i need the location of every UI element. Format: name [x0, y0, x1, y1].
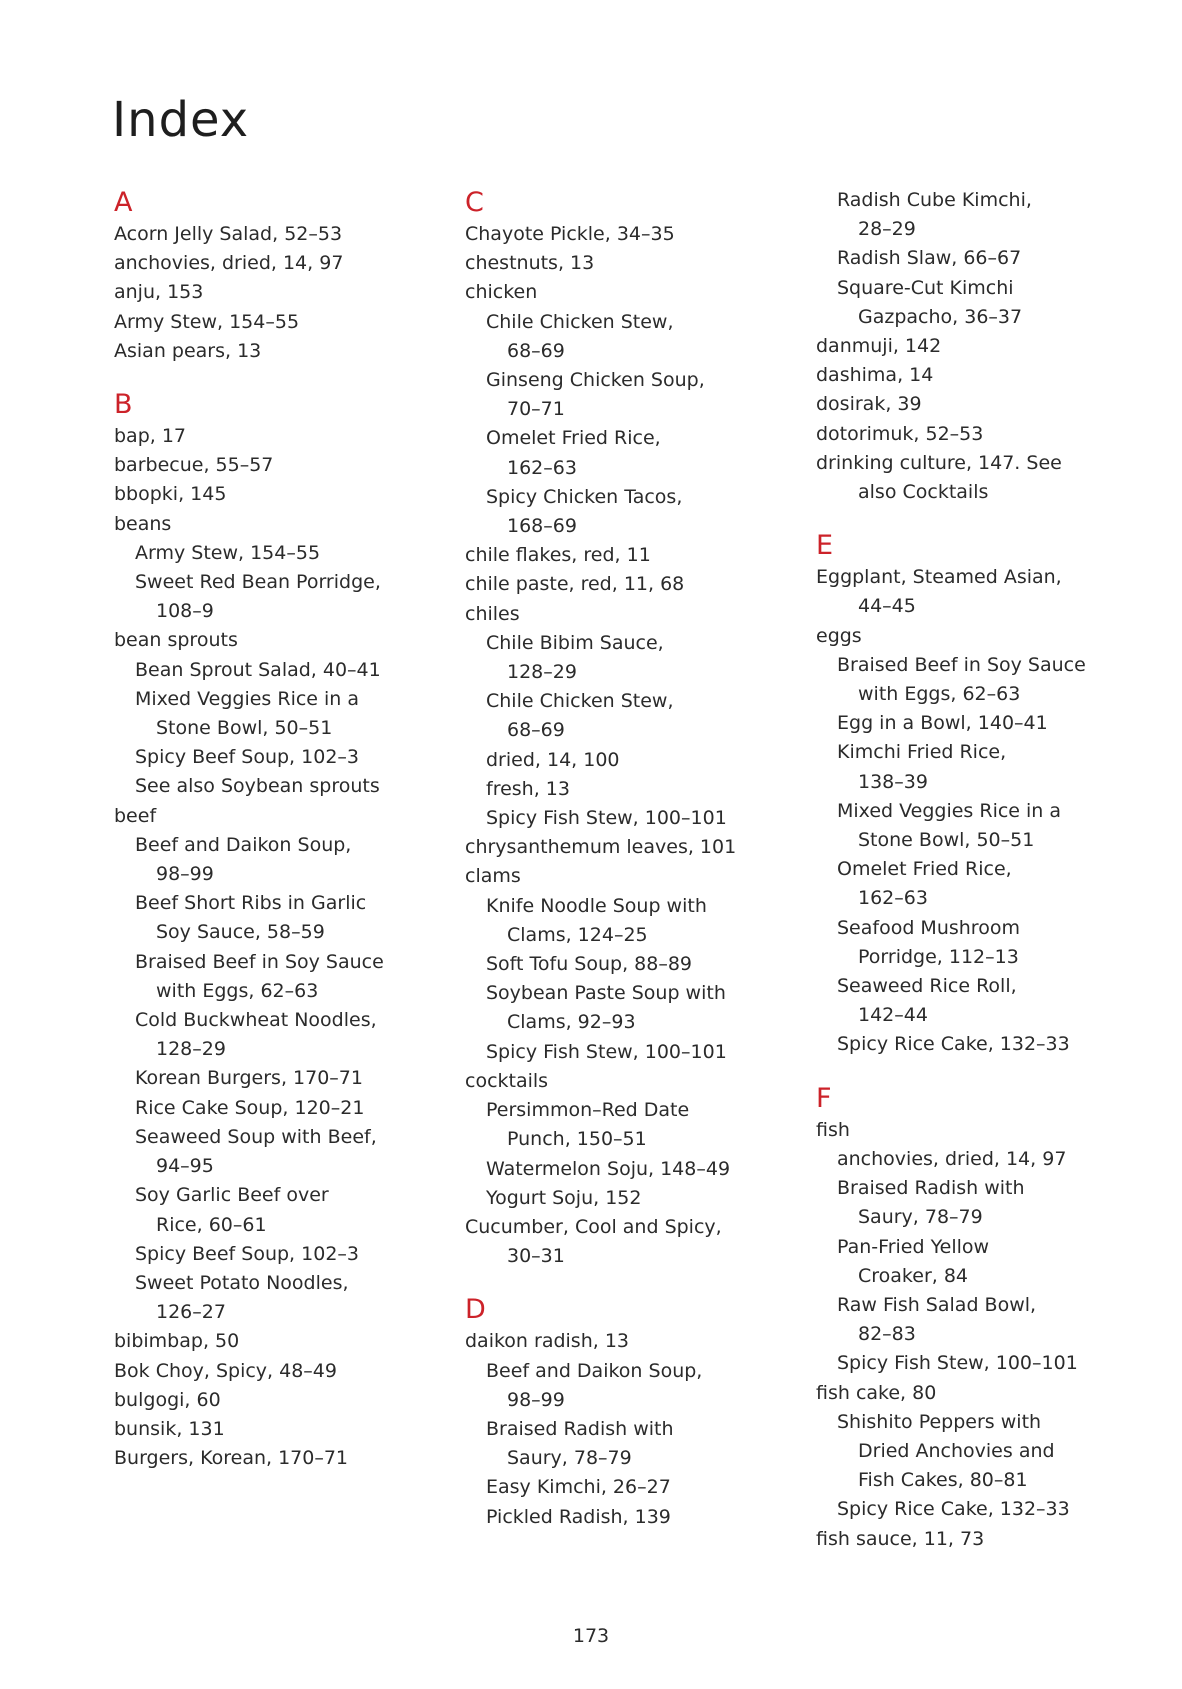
- index-entry: chiles: [465, 602, 520, 625]
- index-subentry: 108–9: [156, 600, 214, 623]
- index-entry: Cucumber, Cool and Spicy,: [465, 1215, 722, 1238]
- index-subentry: 28–29: [858, 218, 916, 241]
- index-entry: bean sprouts: [114, 629, 238, 652]
- index-subentry: Punch, 150–51: [507, 1128, 647, 1151]
- index-subentry: 68–69: [507, 339, 565, 362]
- index-entry: anju, 153: [114, 281, 204, 304]
- index-subentry: 82–83: [858, 1323, 916, 1346]
- index-entry: Chayote Pickle, 34–35: [465, 223, 675, 245]
- index-subentry: Korean Burgers, 170–71: [135, 1067, 363, 1090]
- index-subentry: Pan-Fried Yellow: [837, 1235, 990, 1258]
- page-number: 173: [572, 1625, 610, 1647]
- index-entry: beans: [114, 512, 172, 535]
- index-entry: danmuji, 142: [816, 335, 942, 358]
- index-subentry: Rice, 60–61: [156, 1213, 267, 1236]
- index-entry: Asian pears, 13: [114, 339, 262, 362]
- index-subentry: Braised Radish with: [486, 1417, 674, 1440]
- index-subentry: 138–39: [858, 770, 928, 793]
- index-subentry: Persimmon–Red Date: [486, 1099, 690, 1122]
- index-subentry: 162–63: [858, 887, 928, 910]
- index-subentry: 162–63: [507, 456, 577, 479]
- index-entry: dotorimuk, 52–53: [816, 422, 984, 445]
- index-entry: fish sauce, 11, 73: [816, 1527, 985, 1550]
- section-letter: B: [114, 389, 133, 421]
- index-subentry: Clams, 92–93: [507, 1011, 636, 1034]
- index-subentry: Chile Bibim Sauce,: [486, 631, 664, 654]
- index-subentry: Porridge, 112–13: [858, 945, 1019, 968]
- index-subentry: Soybean Paste Soup with: [486, 982, 726, 1005]
- index-subentry: 128–29: [507, 661, 577, 684]
- index-subentry: Army Stew, 154–55: [135, 541, 321, 564]
- index-subentry: Watermelon Soju, 148–49: [486, 1157, 731, 1180]
- page-title: Index: [112, 92, 250, 148]
- index-subentry: with Eggs, 62–63: [156, 979, 319, 1002]
- index-subentry: Dried Anchovies and: [858, 1439, 1055, 1462]
- index-column-2: [465, 186, 805, 1532]
- index-entry: cocktails: [465, 1069, 549, 1092]
- index-subentry: 44–45: [858, 595, 916, 618]
- index-subentry: Easy Kimchi, 26–27: [486, 1476, 671, 1499]
- index-entry: fish cake, 80: [816, 1381, 937, 1404]
- index-entry: eggs: [816, 624, 862, 647]
- index-subentry: Sweet Potato Noodles,: [135, 1271, 349, 1294]
- index-subentry: Croaker, 84: [858, 1264, 969, 1287]
- index-subentry: Spicy Chicken Tacos,: [486, 485, 683, 508]
- index-entry: clams: [465, 865, 521, 888]
- index-subentry: Egg in a Bowl, 140–41: [837, 712, 1048, 735]
- index-subentry: Cold Buckwheat Noodles,: [135, 1009, 377, 1032]
- index-entry: Acorn Jelly Salad, 52–53: [114, 223, 343, 245]
- index-entry: Eggplant, Steamed Asian,: [816, 566, 1062, 589]
- index-subentry: 98–99: [507, 1388, 565, 1411]
- index-entry: beef: [114, 804, 157, 827]
- index-subentry: Soy Garlic Beef over: [135, 1184, 329, 1207]
- index-entry: daikon radish, 13: [465, 1330, 630, 1353]
- index-subentry: with Eggs, 62–63: [858, 683, 1021, 706]
- index-subentry: Braised Beef in Soy Sauce: [837, 653, 1086, 676]
- index-subentry: Beef and Daikon Soup,: [135, 833, 352, 856]
- index-subentry: also Cocktails: [858, 481, 989, 504]
- index-column-3: [816, 186, 1146, 1554]
- index-column-1: [114, 186, 444, 1473]
- index-entry: barbecue, 55–57: [114, 454, 274, 477]
- index-subentry: Yogurt Soju, 152: [486, 1186, 642, 1209]
- section-letter: A: [114, 187, 133, 218]
- index-subentry: Soft Tofu Soup, 88–89: [486, 953, 693, 976]
- index-subentry: 68–69: [507, 719, 565, 742]
- index-entry: drinking culture, 147. See: [816, 451, 1062, 474]
- index-subentry: Fish Cakes, 80–81: [858, 1469, 1028, 1492]
- index-entry: dashima, 14: [816, 364, 934, 387]
- index-entry: Bok Choy, Spicy, 48–49: [114, 1359, 337, 1382]
- index-entry: chrysanthemum leaves, 101: [465, 836, 737, 859]
- index-subentry: Spicy Fish Stew, 100–101: [486, 1040, 727, 1063]
- section-letter: F: [816, 1082, 832, 1114]
- section-letter: C: [465, 187, 484, 218]
- index-subentry: anchovies, dried, 14, 97: [837, 1147, 1067, 1170]
- index-subentry: Kimchi Fried Rice,: [837, 741, 1007, 764]
- index-subentry: Radish Cube Kimchi,: [837, 189, 1032, 211]
- index-subentry: Braised Radish with: [837, 1177, 1025, 1200]
- section-letter: D: [465, 1294, 486, 1326]
- index-subentry: Spicy Fish Stew, 100–101: [486, 807, 727, 830]
- index-subentry: Beef and Daikon Soup,: [486, 1359, 703, 1382]
- index-entry: chestnuts, 13: [465, 252, 595, 275]
- index-subentry: Saury, 78–79: [858, 1206, 983, 1229]
- index-subentry: Seaweed Soup with Beef,: [135, 1125, 377, 1148]
- index-subentry: Spicy Rice Cake, 132–33: [837, 1498, 1070, 1521]
- index-subentry: Braised Beef in Soy Sauce: [135, 950, 384, 973]
- index-subentry: Clams, 124–25: [507, 923, 648, 946]
- index-subentry: Spicy Beef Soup, 102–3: [135, 1242, 359, 1265]
- index-subentry: Radish Slaw, 66–67: [837, 247, 1022, 270]
- index-entry: fish: [816, 1118, 850, 1141]
- index-subentry: Seafood Mushroom: [837, 916, 1020, 939]
- index-subentry: 168–69: [507, 515, 577, 538]
- index-subentry: Chile Chicken Stew,: [486, 310, 674, 333]
- index-subentry: 126–27: [156, 1301, 226, 1324]
- index-subentry: 128–29: [156, 1038, 226, 1061]
- index-subentry: Chile Chicken Stew,: [486, 690, 674, 713]
- index-subentry: Beef Short Ribs in Garlic: [135, 892, 367, 915]
- index-subentry: Pickled Radish, 139: [486, 1505, 671, 1528]
- index-subentry: Raw Fish Salad Bowl,: [837, 1293, 1037, 1316]
- index-entry: anchovies, dried, 14, 97: [114, 252, 344, 275]
- index-subentry: Spicy Fish Stew, 100–101: [837, 1352, 1078, 1375]
- index-entry: Army Stew, 154–55: [114, 310, 300, 333]
- index-entry: bibimbap, 50: [114, 1330, 240, 1353]
- index-subentry: Bean Sprout Salad, 40–41: [135, 658, 381, 681]
- index-subentry: dried, 14, 100: [486, 748, 620, 771]
- index-subentry: Seaweed Rice Roll,: [837, 975, 1017, 998]
- index-entry: bbopki, 145: [114, 483, 227, 506]
- index-subentry: Omelet Fried Rice,: [837, 858, 1012, 881]
- index-subentry: 70–71: [507, 398, 565, 421]
- index-subentry: 98–99: [156, 863, 214, 886]
- index-entry: Burgers, Korean, 170–71: [114, 1447, 349, 1470]
- index-entry: chile flakes, red, 11: [465, 544, 651, 567]
- index-subentry: Gazpacho, 36–37: [858, 305, 1023, 328]
- index-entry: bunsik, 131: [114, 1417, 225, 1440]
- index-subentry: See also Soybean sprouts: [135, 775, 380, 798]
- section-letter: E: [816, 530, 834, 562]
- index-subentry: Saury, 78–79: [507, 1447, 632, 1470]
- index-subentry: Shishito Peppers with: [837, 1410, 1042, 1433]
- index-subentry: Ginseng Chicken Soup,: [486, 369, 705, 392]
- index-subentry: Stone Bowl, 50–51: [156, 717, 333, 740]
- index-subentry: Sweet Red Bean Porridge,: [135, 571, 381, 594]
- index-subentry: Spicy Beef Soup, 102–3: [135, 746, 359, 769]
- index-subentry: Mixed Veggies Rice in a: [135, 687, 360, 710]
- index-subentry: Knife Noodle Soup with: [486, 894, 707, 917]
- index-entry: dosirak, 39: [816, 393, 922, 416]
- index-subentry: 142–44: [858, 1004, 928, 1027]
- index-subentry: Soy Sauce, 58–59: [156, 921, 325, 944]
- index-subentry: Mixed Veggies Rice in a: [837, 799, 1062, 822]
- index-subentry: Omelet Fried Rice,: [486, 427, 661, 450]
- index-subentry: Square-Cut Kimchi: [837, 276, 1014, 299]
- index-subentry: Spicy Rice Cake, 132–33: [837, 1033, 1070, 1056]
- index-entry: bap, 17: [114, 425, 187, 448]
- index-subentry: 94–95: [156, 1155, 214, 1178]
- index-entry: chicken: [465, 281, 538, 304]
- index-subentry: fresh, 13: [486, 777, 570, 800]
- index-subentry: 30–31: [507, 1245, 565, 1268]
- index-entry: bulgogi, 60: [114, 1388, 221, 1411]
- index-subentry: Stone Bowl, 50–51: [858, 829, 1035, 852]
- index-entry: chile paste, red, 11, 68: [465, 573, 685, 596]
- index-subentry: Rice Cake Soup, 120–21: [135, 1096, 365, 1119]
